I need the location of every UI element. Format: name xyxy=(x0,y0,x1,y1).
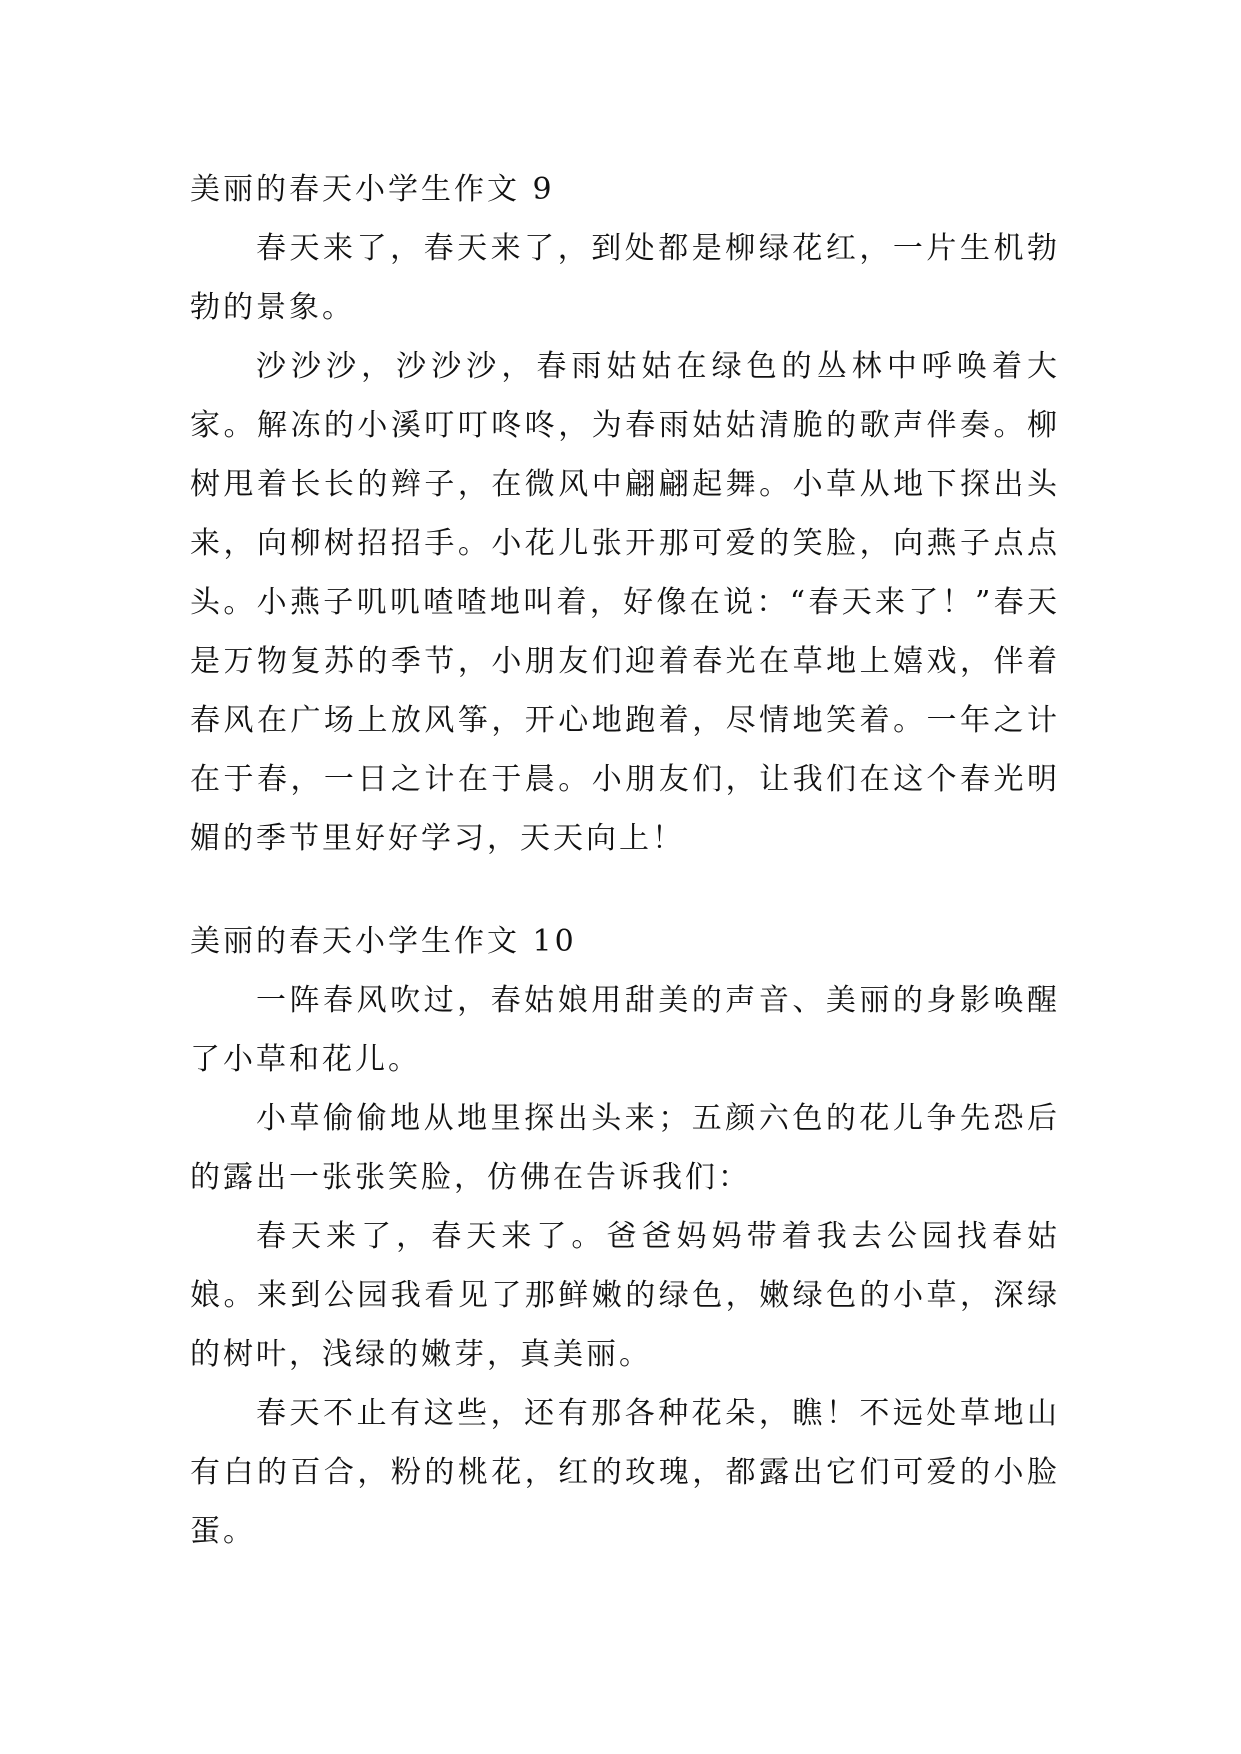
essay-title: 美丽的春天小学生作文 10 xyxy=(190,924,577,959)
paragraph: 沙沙沙，沙沙沙，春雨姑姑在绿色的丛林中呼唤着大家。解冻的小溪叮叮咚咚，为春雨姑姑清脆的歌声伴奏。柳树甩着长长的辫子，在微风中翩翩起舞。小草从地下探出头来，向柳树招招手。小花儿张开那可爱的笑脸，向燕子点点头。小燕子叽叽喳喳地叫着，好像在说：“春天来了！”春天是万物复苏的季节，小朋友们迎着春光在草地上嬉戏，伴着春风在广场上放风筝，开心地跑着，尽情地笑着。一年之计在于春，一日之计在于晨。小朋友们，让我们在这个春光明媚的季节里好好学习，天天向上！ xyxy=(190,349,1060,856)
paragraph: 春天来了，春天来了。爸爸妈妈带着我去公园找春姑娘。来到公园我看见了那鲜嫩的绿色，嫩绿色的小草，深绿的树叶，浅绿的嫩芽，真美丽。 xyxy=(190,1219,1060,1372)
essay-section-9 xyxy=(190,160,1060,868)
essay-title: 美丽的春天小学生作文 9 xyxy=(190,172,555,207)
paragraph: 小草偷偷地从地里探出头来；五颜六色的花儿争先恐后的露出一张张笑脸，仿佛在告诉我们： xyxy=(190,1101,1060,1195)
document-body xyxy=(190,160,1060,1561)
paragraph: 春天来了，春天来了，到处都是柳绿花红，一片生机勃勃的景象。 xyxy=(190,231,1060,325)
paragraph: 春天不止有这些，还有那各种花朵，瞧！不远处草地山有白的百合，粉的桃花，红的玫瑰，都露出它们可爱的小脸蛋。 xyxy=(190,1396,1060,1549)
paragraph: 一阵春风吹过，春姑娘用甜美的声音、美丽的身影唤醒了小草和花儿。 xyxy=(190,983,1060,1077)
essay-section-10 xyxy=(190,912,1060,1561)
